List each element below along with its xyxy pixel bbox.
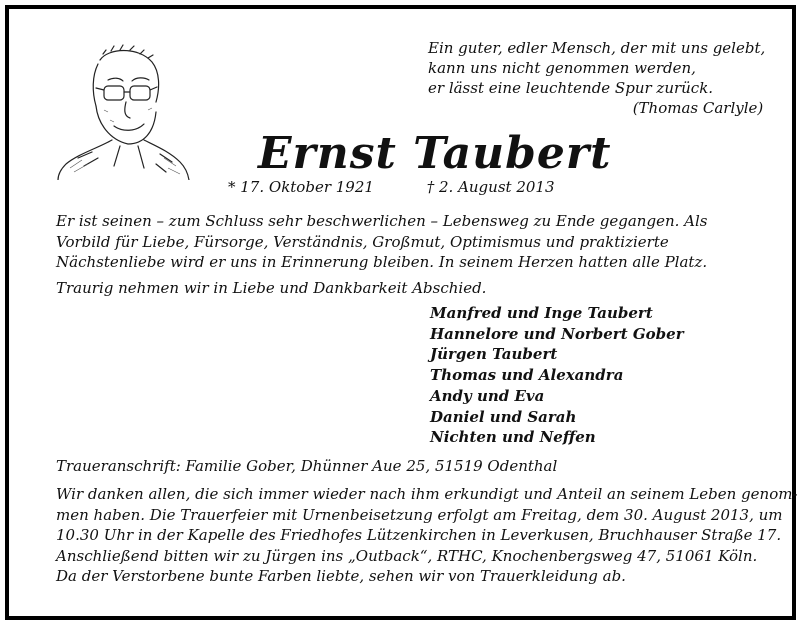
mourner-entry: Hannelore und Norbert Gober xyxy=(430,324,684,343)
mourner-entry: Andy und Eva xyxy=(430,386,545,405)
mourners-list xyxy=(430,303,684,448)
closing-line: 10.30 Uhr in der Kapelle des Friedhofes Lützenkirchen in Leverkusen, Bruchhauser Straße 17. xyxy=(56,526,782,544)
portrait-sketch xyxy=(48,40,193,180)
memorial-quote xyxy=(428,38,765,118)
closing-paragraph xyxy=(56,484,798,587)
life-dates xyxy=(228,178,555,196)
mourner-entry: Thomas und Alexandra xyxy=(430,366,624,385)
birth-date: * 17. Oktober 1921 xyxy=(228,178,374,196)
mourner-entry: Daniel und Sarah xyxy=(430,407,577,426)
death-date: † 2. August 2013 xyxy=(426,178,555,196)
deceased-name: Ernst Taubert xyxy=(258,128,612,179)
mourner-entry: Manfred und Inge Taubert xyxy=(430,304,653,322)
quote-line: Ein guter, edler Mensch, der mit uns gelebt, xyxy=(428,39,766,57)
mourning-address: Traueranschrift: Familie Gober, Dhünner Aue 25, 51519 Odenthal xyxy=(56,457,558,475)
quote-author: (Thomas Carlyle) xyxy=(632,99,764,117)
closing-line: men haben. Die Trauerfeier mit Urnenbeisetzung erfolgt am Freitag, dem 30. August 2013, um xyxy=(56,505,783,524)
mourner-entry: Nichten und Neffen xyxy=(430,428,596,447)
quote-line: kann uns nicht genommen werden, xyxy=(428,59,696,77)
closing-line: Da der Verstorbene bunte Farben liebte, sehen wir von Trauerkleidung ab. xyxy=(56,567,626,585)
quote-line: er lässt eine leuchtende Spur zurück. xyxy=(428,79,714,97)
eulogy-paragraph: Er ist seinen – zum Schluss sehr beschwerlichen – Lebensweg zu Ende gegangen. Als Vorbild für Liebe, Fürsorge, Verständnis, Großmut, Optimismus und praktizierte Nächstenliebe wird er uns in Erinnerung bleiben. In seinem Herzen hatten alle Platz. xyxy=(56,212,708,271)
closing-line: Anschließend bitten wir zu Jürgen ins „Outback“, RTHC, Knochenbergsweg 47, 51061 Köln. xyxy=(56,546,758,565)
closing-line: Wir danken allen, die sich immer wieder nach ihm erkundigt und Anteil an seinem Leben genom- xyxy=(56,485,798,503)
mourner-entry: Jürgen Taubert xyxy=(430,345,558,364)
farewell-line: Traurig nehmen wir in Liebe und Dankbarkeit Abschied. xyxy=(56,279,487,297)
